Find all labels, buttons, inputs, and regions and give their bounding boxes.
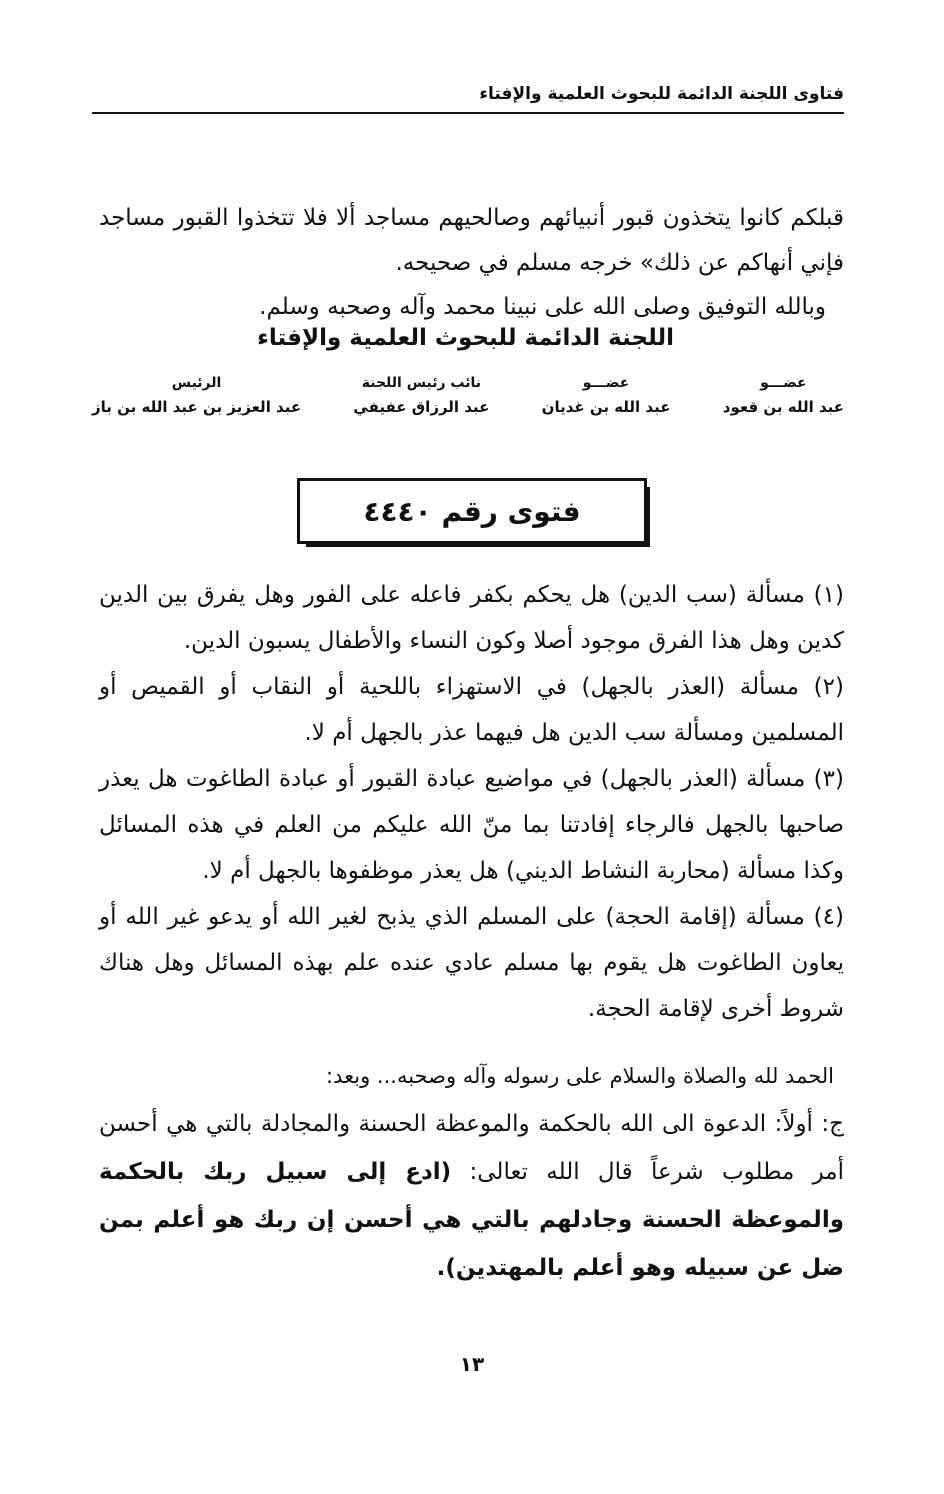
page-number: ١٣	[459, 1352, 485, 1376]
closing-prayer: وبالله التوفيق وصلى الله على نبينا محمد وآله وصحبه وسلم.	[259, 294, 826, 320]
answer-section	[99, 1052, 844, 1292]
signature-member	[542, 372, 671, 432]
fatwa-title-box	[297, 478, 647, 544]
question-item: (٣) مسألة (العذر بالجهل) في مواضيع عبادة القبور أو عبادة الطاغوت هل يعذر صاحبها بالجهل فالرجاء إفادتنا بما منّ الله عليكم من العلم في هذه المسائل وكذا مسألة (محاربة النشاط الديني) هل يعذر موظفوها بالجهل أم لا.	[99, 766, 844, 884]
signature-role: عضـــو	[582, 375, 630, 391]
signature-role: عضـــو	[760, 375, 807, 391]
answer-lead: ج: أولاً: الدعوة الى الله بالحكمة والموعظة الحسنة والمجادلة بالتي هي أحسن أمر مطلوب شرعاً قال الله تعالى:	[99, 1111, 844, 1185]
committee-title: اللجنة الدائمة للبحوث العلمية والإفتاء	[257, 325, 674, 351]
running-header: فتاوى اللجنة الدائمة للبحوث العلمية والإفتاء	[479, 84, 844, 104]
answer-salutation: الحمد لله والصلاة والسلام على رسوله وآله وصحبه... وبعد:	[326, 1064, 834, 1088]
question-item: (١) مسألة (سب الدين) هل يحكم بكفر فاعله على الفور وهل يفرق بين الدين كدين وهل هذا الفرق موجود أصلا وكون النساء والأطفال يسبون الدين.	[99, 582, 844, 654]
signatures-row	[92, 372, 844, 432]
question-item: (٢) مسألة (العذر بالجهل) في الاستهزاء باللحية أو النقاب أو القميص أو المسلمين ومسألة سب الدين هل فيهما عذر بالجهل أم لا.	[99, 674, 844, 746]
signature-name: عبد الرزاق عفيفي	[353, 398, 490, 416]
quran-verse: (ادع إلى سبيل ربك بالحكمة والموعظة الحسنة وجادلهم بالتي هي أحسن إن ربك هو أعلم بمن ضل عن سبيله وهو أعلم بالمهتدين).	[99, 1159, 844, 1281]
signature-member	[723, 372, 844, 432]
signature-name: عبد الله بن قعود	[722, 398, 844, 416]
questions-section	[99, 572, 844, 1032]
signature-role: الرئيس	[171, 375, 222, 391]
signature-vice-chairman	[353, 372, 489, 432]
answer-body	[99, 1100, 844, 1292]
question-item: (٤) مسألة (إقامة الحجة) على المسلم الذي يذبح لغير الله أو يدعو غير الله أو يعاون الطاغوت هل يقوم بها مسلم عادي عنده علم بهذه المسائل وهل هناك شروط أخرى لإقامة الحجة.	[99, 904, 844, 1022]
signature-name: عبد الله بن غديان	[541, 398, 671, 416]
signature-chairman	[92, 372, 301, 432]
fatwa-title: فتوى رقم ٤٤٤٠	[363, 494, 581, 528]
signature-role: نائب رئيس اللجنة	[361, 375, 481, 391]
signature-name: عبد العزيز بن عبد الله بن باز	[92, 398, 302, 416]
intro-paragraph: قبلكم كانوا يتخذون قبور أنبيائهم وصالحيهم مساجد ألا فلا تتخذوا القبور مساجد فإني أنهاكم عن ذلك» خرجه مسلم في صحيحه.	[99, 205, 844, 276]
header-rule	[92, 112, 844, 114]
